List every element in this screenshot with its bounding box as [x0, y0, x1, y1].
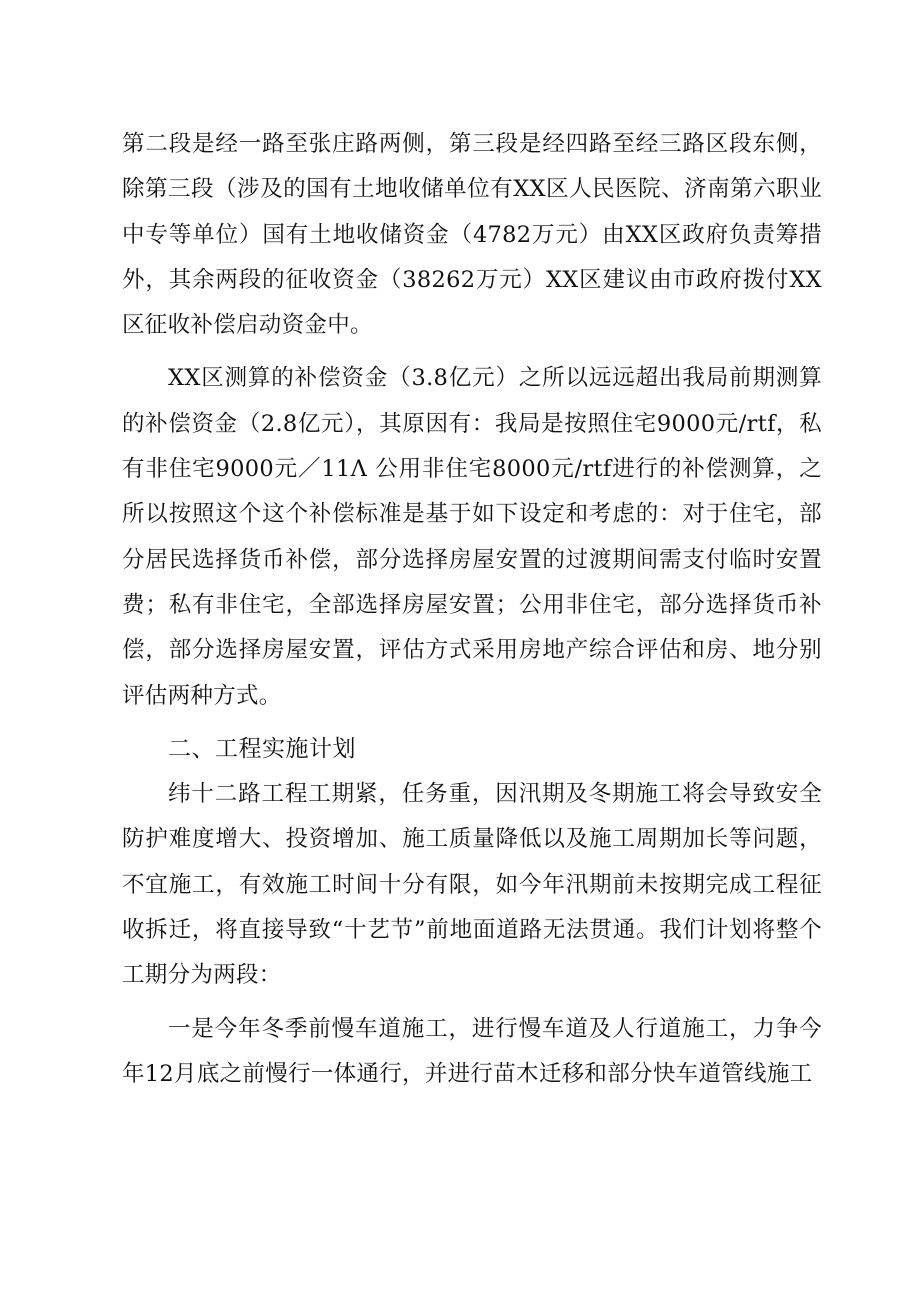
paragraph-compensation-reasons: XX区测算的补偿资金（3.8亿元）之所以远远超出我局前期测算的补偿资金（2.8亿元），其原因有：我局是按照住宅9000元/rtf，私有非住宅9000元／11Λ 公用非住宅8000元/rtf进行的补偿测算，之所以按照这个这个补偿标准是基于如下设定和考虑的：对于住宅，部分居民选择货币补偿，部分选择房屋安置的过渡期间需支付临时安置费；私有非住宅，全部选择房屋安置；公用非住宅，部分选择货币补偿，部分选择房屋安置，评估方式采用房地产综合评估和房、地分别评估两种方式。	[122, 365, 822, 709]
paragraph-schedule-overview: 纬十二路工程工期紧，任务重，因汛期及冬期施工将会导致安全防护难度增大、投资增加、施工质量降低以及施工周期加长等问题，不宜施工，有效施工时间十分有限，如今年汛期前未按期完成工程征收拆迁，将直接导致“十艺节”前地面道路无法贯通。我们计划将整个工期分为两段：	[122, 781, 822, 989]
section-heading: 二、工程实施计划	[168, 735, 356, 762]
paragraph-phase-one: 一是今年冬季前慢车道施工，进行慢车道及人行道施工，力争今年12月底之前慢行一体通行，并进行苗木迁移和部分快车道管线施工	[122, 1015, 822, 1087]
document-body	[122, 122, 822, 1097]
paragraph-compensation-funds: 第二段是经一路至张庄路两侧，第三段是经四路至经三路区段东侧，除第三段（涉及的国有土地收储单位有XX区人民医院、济南第六职业中专等单位）国有土地收储资金（4782万元）由XX区政府负责筹措外，其余两段的征收资金（38262万元）XX区建议由市政府拨付XX区征收补偿启动资金中。	[122, 131, 822, 339]
